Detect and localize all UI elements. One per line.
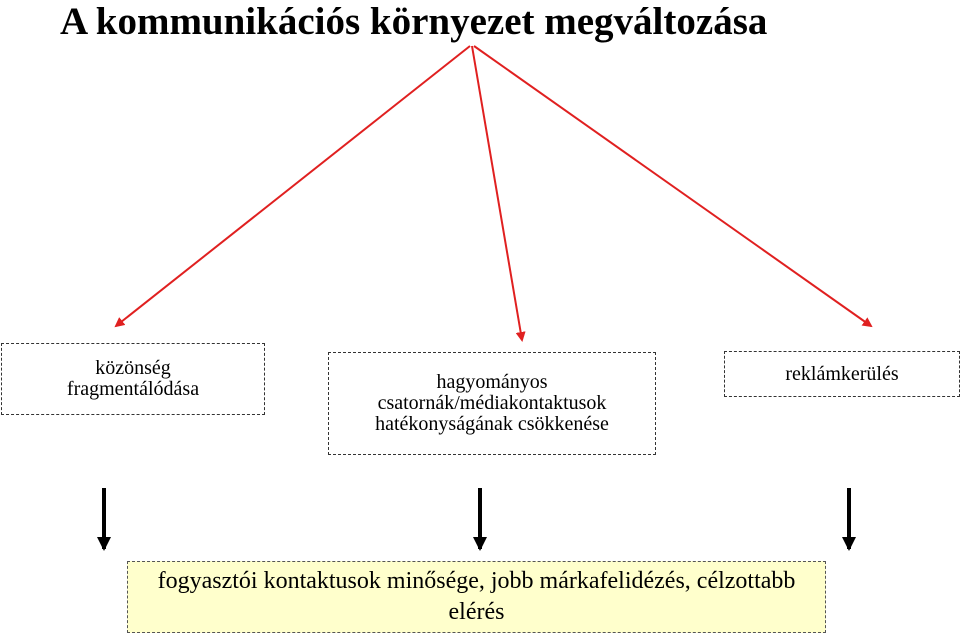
result-text-line: elérés — [448, 599, 505, 625]
arrow-to-ad-avoidance — [474, 46, 871, 326]
cause-text-line: fragmentálódása — [66, 378, 200, 400]
cause-text-line: reklámkerülés — [785, 362, 899, 385]
result-text-line: fogyasztói kontaktusok minősége, jobb márkafelidézés, célzottabb — [157, 568, 796, 594]
cause-text-line: közönség — [95, 357, 171, 379]
cause-box-audience-fragmentation — [1, 343, 265, 415]
result-box — [127, 561, 826, 633]
cause-text-line: hatékonyságának csökkenése — [375, 413, 609, 435]
cause-box-traditional-channels — [328, 352, 656, 455]
cause-box-ad-avoidance — [724, 351, 960, 397]
cause-text-line: hagyományos — [436, 371, 548, 393]
arrow-to-audience-fragmentation — [116, 46, 470, 326]
cause-text-line: csatornák/médiakontaktusok — [377, 392, 607, 414]
arrow-to-traditional-channels — [472, 46, 522, 340]
page-title: A kommunikációs környezet megváltozása — [60, 0, 768, 43]
